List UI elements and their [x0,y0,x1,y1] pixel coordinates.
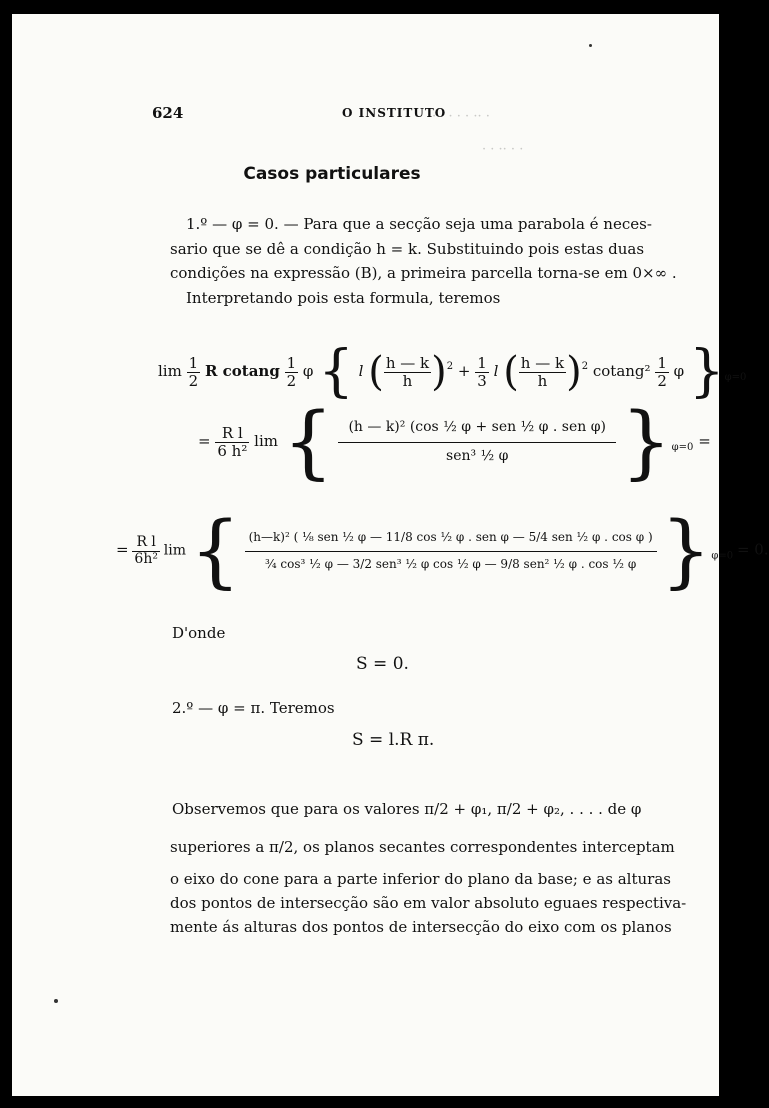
donde-text: D'onde [172,624,226,642]
paren-open: ( [503,349,519,395]
bleed-through: · · ·· · · [482,142,524,157]
text-line: condições na expressão (B), a primeira parcella torna-se em 0×∞ . [170,264,677,282]
page-number: 624 [152,104,184,122]
paragraph-case-1 [170,212,677,310]
fraction-rl-6h2 [132,535,160,567]
paren-close: ) [566,349,582,395]
text-line: superiores a π/2, os planos secantes correspondentes interceptam [170,838,675,856]
denominator: h [402,371,413,390]
r-cotang: R cotang [204,362,280,380]
plus-sign: + [457,362,471,380]
numerator: h — k [385,354,430,372]
lim-symbol: lim [158,362,182,380]
brace-open: { [318,339,354,404]
brace-open: { [189,504,241,597]
lim-symbol: lim [163,542,187,559]
fraction-main [338,414,616,470]
equation-limit-3: = $\frac{\text{R l}}{\text{6h²}}$ lim { (h—k)² ( ⅛ sen ½ φ — 11/8 cos ½ φ . sen φ — 5/4 sen ½ φ . cos φ ) ¾ cos³ ½ φ — 3/2 sen³ ½ φ cos ½ φ — 9/8 sen² ½ φ . cos ½ φ }$_{\varphi=0} = 0$. [116,504,769,597]
text-line: Interpretando pois esta formula, teremos [186,288,501,307]
numerator: (h—k)² ( ⅛ sen ½ φ — 11/8 cos ½ φ . sen φ — 5/4 sen ½ φ . cos φ ) [245,525,657,551]
fraction-half [655,355,669,389]
lim-symbol: lim [254,432,278,450]
page [12,14,769,1096]
fraction-rl-6h2 [215,425,249,459]
numerator: 1 [286,354,297,372]
brace-close: } [688,339,725,404]
fraction-third [475,355,489,389]
paragraph-observation [170,791,687,939]
brace-close: } [660,504,712,597]
numerator: 1 [657,354,667,372]
paren-close: ) [431,349,447,395]
text-line: 1.º — φ = 0. — Para que a secção seja uma parabola é neces- [186,215,652,233]
var-l: l [493,362,499,380]
fraction-main [245,525,657,576]
text-line: Observemos que para os valores π/2 + φ₁, π/2 + φ₂, . . . . de φ [172,800,642,818]
text-line: o eixo do cone para a parte inferior do plano da base; e as alturas [170,870,671,888]
equation-s-zero: S = 0. [356,654,409,674]
text-line: sario que se dê a condição h = k. Substituindo pois estas duas [170,239,645,258]
equation-limit-2 [198,395,711,488]
page-header [152,104,632,126]
numerator: 1 [188,354,199,372]
equation-s-lr: S = l.R π. [352,730,435,750]
denominator: 6h² [134,550,158,567]
denominator: 2 [657,371,667,390]
denominator: 6 h² [217,441,248,460]
denominator: sen³ ½ φ [446,447,509,464]
fraction-half [187,355,201,389]
phi-symbol: φ [673,362,685,380]
denominator: 3 [477,371,487,390]
equals-sign: = [698,432,711,450]
limit-subscript: φ=0 [671,442,694,453]
numerator: R l [215,425,249,443]
numerator: (h — k)² (cos ½ φ + sen ½ φ . sen φ) [338,414,616,442]
brace-close: } [620,395,672,488]
equation-limit-1 [158,339,747,404]
paren-open: ( [368,349,384,395]
ink-speck [589,44,592,47]
cotang-squared: cotang² [592,362,656,380]
text-line: dos pontos de intersecção são em valor absoluto eguaes respectiva- [170,894,687,912]
denominator: h [537,371,548,390]
equals-sign: = [198,432,211,450]
numerator: 1 [477,354,487,372]
section-title: Casos particulares [243,164,421,184]
exponent: 2 [446,361,454,372]
fraction-hk-h [384,355,431,389]
brace-open: { [282,395,334,488]
denominator: 2 [286,371,297,390]
denominator: 2 [188,371,199,390]
numerator: R l [132,535,160,551]
result-zero: = 0. [736,540,769,559]
text-line: mente ás alturas dos pontos de intersecção do eixo com os planos [170,918,672,936]
fraction-half [285,355,299,389]
limit-subscript: φ=0 [711,550,734,562]
numerator: h — k [520,354,565,372]
fraction-hk-h [519,355,566,389]
phi-symbol: φ [302,362,314,380]
denominator: ¾ cos³ ½ φ — 3/2 sen³ ½ φ cos ½ φ — 9/8 sen² ½ φ . cos ½ φ [264,556,637,571]
case-2-text: 2.º — φ = π. Teremos [172,699,335,717]
ink-speck [54,999,58,1003]
exponent: 2 [581,361,589,372]
bleed-through: · · · · · ·· · [432,109,490,124]
var-l: l [358,362,364,380]
running-title: O INSTITUTO [342,106,447,120]
limit-subscript: φ=0 [724,372,747,383]
